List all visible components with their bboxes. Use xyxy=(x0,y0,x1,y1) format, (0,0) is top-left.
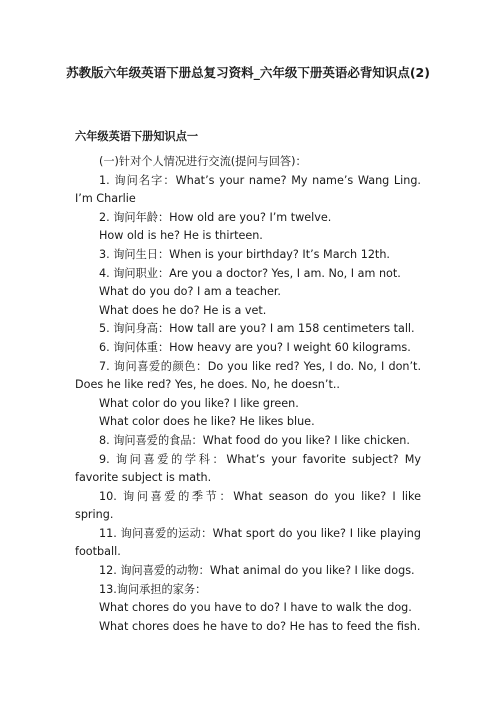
paragraph: What chores does he have to do? He has to feed the fish. xyxy=(99,619,421,633)
paragraph: How old is he? He is thirteen. xyxy=(99,229,263,243)
paragraph: 10. 询问喜爱的季节：What season do you like? I like spring. xyxy=(75,489,421,522)
paragraph: 12. 询问喜爱的动物：What animal do you like? I like dogs. xyxy=(99,564,415,578)
paragraph: What chores do you have to do? I have to walk the dog. xyxy=(99,601,412,615)
paragraph: What does he do? He is a vet. xyxy=(99,303,267,317)
paragraph: What color does he like? He likes blue. xyxy=(99,415,315,429)
page-title: 苏教版六年级英语下册总复习资料_六年级下册英语必背知识点(2) xyxy=(66,65,430,80)
paragraph: (一)针对个人情况进行交流(提问与回答)： xyxy=(99,155,307,168)
paragraph: 4. 询问职业：Are you a doctor? Yes, I am. No, I am not. xyxy=(99,266,401,280)
paragraph: 7. 询问喜爱的颜色：Do you like red? Yes, I do. No, I don’t. Does he like red? Yes, he does. No, he doesn’t.. xyxy=(75,359,421,392)
paragraph: 5. 询问身高：How tall are you? I am 158 centimeters tall. xyxy=(99,322,415,336)
paragraph: 9. 询问喜爱的学科：What’s your favorite subject? My favorite subject is math. xyxy=(75,452,421,485)
paragraph: What do you do? I am a teacher. xyxy=(99,285,281,299)
paragraph: 6. 询问体重：How heavy are you? I weight 60 kilograms. xyxy=(99,340,411,354)
paragraph: 11. 询问喜爱的运动：What sport do you like? I like playing football. xyxy=(75,526,421,559)
document-body xyxy=(75,153,421,636)
paragraph: 3. 询问生日：When is your birthday? It’s March 12th. xyxy=(99,247,390,261)
paragraph: 1. 询问名字：What’s your name? My name’s Wang Ling. I’m Charlie xyxy=(75,173,421,206)
paragraph: 2. 询问年龄：How old are you? I’m twelve. xyxy=(99,210,332,224)
paragraph: 8. 询问喜爱的食品：What food do you like? I like chicken. xyxy=(99,433,410,447)
section-heading: 六年级英语下册知识点一 xyxy=(75,130,199,143)
paragraph: What color do you like? I like green. xyxy=(99,396,299,410)
paragraph: 13.询问承担的家务： xyxy=(99,582,207,596)
